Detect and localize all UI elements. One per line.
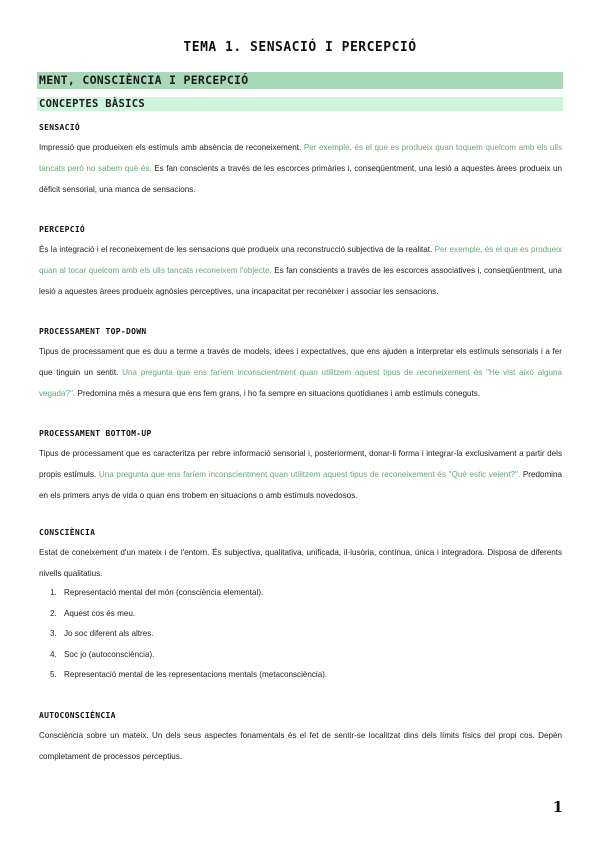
text: Tipus de processament que es caracteritza per rebre informació sensorial i, posteriorment, donar-li forma i integrar-la exclusivament a partir dels propis estímuls.	[39, 449, 562, 479]
text: Tipus de processament que es duu a terme a través de models, idees i expectatives, que ens ajuden a interpretar els estímuls sensorials i a fer que tinguin un sentit.	[39, 347, 562, 377]
list-number: 1.	[50, 588, 57, 597]
heading-consciencia: CONSCIÈNCIA	[39, 528, 96, 537]
example-text: Per exemple, és el que es produeix quan toquem quelcom amb els ulls tancats però no sabem què és.	[39, 143, 563, 173]
paragraph-bottom-up	[39, 443, 562, 506]
text: És la integració i el reconeixement de les sensacions que produeix una reconstrucció subjectiva de la realitat.	[39, 245, 433, 254]
list-item	[50, 645, 327, 666]
list-item	[50, 665, 327, 686]
list-text: Representació mental de les representacions mentals (metaconsciència).	[64, 670, 328, 680]
list-number: 5.	[50, 670, 57, 680]
list-number: 2.	[50, 608, 57, 618]
text: Estat de coneixement d'un mateix i de l'entorn. És subjectiva, qualitativa, unificada, il·lusòria, contínua, única i integradora. Disposa de diferents nivells qualitatius.	[39, 548, 562, 578]
text: Impressió que produeixen els estímuls amb absència de reconeixement.	[39, 143, 302, 152]
text: Es fan conscients a través de les escorces primàries i, conseqüentment, una lesió a aquestes àrees produeix un dèficit sensorial, una manca de sensacions.	[39, 164, 563, 194]
subsection-heading: CONCEPTES BÀSICS	[37, 97, 563, 111]
heading-autoconsciencia: AUTOCONSCIÈNCIA	[39, 711, 116, 720]
text: Predomina més a mesura que ens fem grans, i ho fa sempre en situacions quotidianes i amb estímuls coneguts.	[77, 389, 481, 398]
page-title: TEMA 1. SENSACIÓ I PERCEPCIÓ	[183, 40, 417, 55]
text: Consciència sobre un mateix. Un dels seus aspectes fonamentals és el fet de sentir-se localitzat dins dels límits físics del propi cos. Depèn completament de processos perceptius.	[39, 731, 562, 761]
levels-list	[50, 583, 327, 686]
list-item	[50, 604, 327, 625]
paragraph-consciencia	[39, 542, 562, 584]
list-text: Aquest cos és meu.	[64, 608, 136, 618]
heading-percepcio: PERCEPCIÓ	[39, 225, 86, 234]
heading-sensacio: SENSACIÓ	[39, 123, 80, 132]
list-item	[50, 583, 327, 604]
paragraph-sensacio	[39, 137, 562, 200]
example-text: Una pregunta que ens faríem inconscientment quan utilitzem aquest tipus de reconeixement és "Què estic veient?".	[98, 470, 521, 479]
page-number: 1	[552, 798, 563, 816]
heading-bottom-up: PROCESSAMENT BOTTOM-UP	[39, 429, 152, 438]
text: Es fan conscients a través de les escorces associatives i, conseqüentment, una lesió a aquestes àrees produeix agnòsies perceptives, una incapacitat per reconèixer i associar les sensacions.	[39, 266, 562, 296]
list-item	[50, 624, 327, 645]
list-text: Representació mental del món (consciència elemental).	[64, 588, 264, 597]
section-heading: MENT, CONSCIÈNCIA I PERCEPCIÓ	[37, 72, 563, 89]
example-text: Per exemple, és el que es produeix quan al tocar quelcom amb els ulls tancats reconeixem l'objecte.	[39, 245, 562, 275]
heading-top-down: PROCESSAMENT TOP-DOWN	[39, 327, 147, 336]
paragraph-percepcio	[39, 239, 562, 302]
paragraph-autoconsciencia	[39, 725, 562, 767]
text: Predomina en els primers anys de vida o quan ens trobem en situacions o amb estímuls novedosos.	[39, 470, 562, 500]
list-number: 4.	[50, 649, 57, 659]
list-text: Jo soc diferent als altres.	[64, 629, 154, 639]
list-text: Soc jo (autoconsciència).	[64, 649, 155, 659]
paragraph-top-down	[39, 341, 562, 404]
example-text: Una pregunta que ens faríem inconscientment quan utilitzem aquest tipus de reconeixement és "He vist això alguna vegada?".	[39, 368, 563, 398]
list-number: 3.	[50, 629, 57, 639]
